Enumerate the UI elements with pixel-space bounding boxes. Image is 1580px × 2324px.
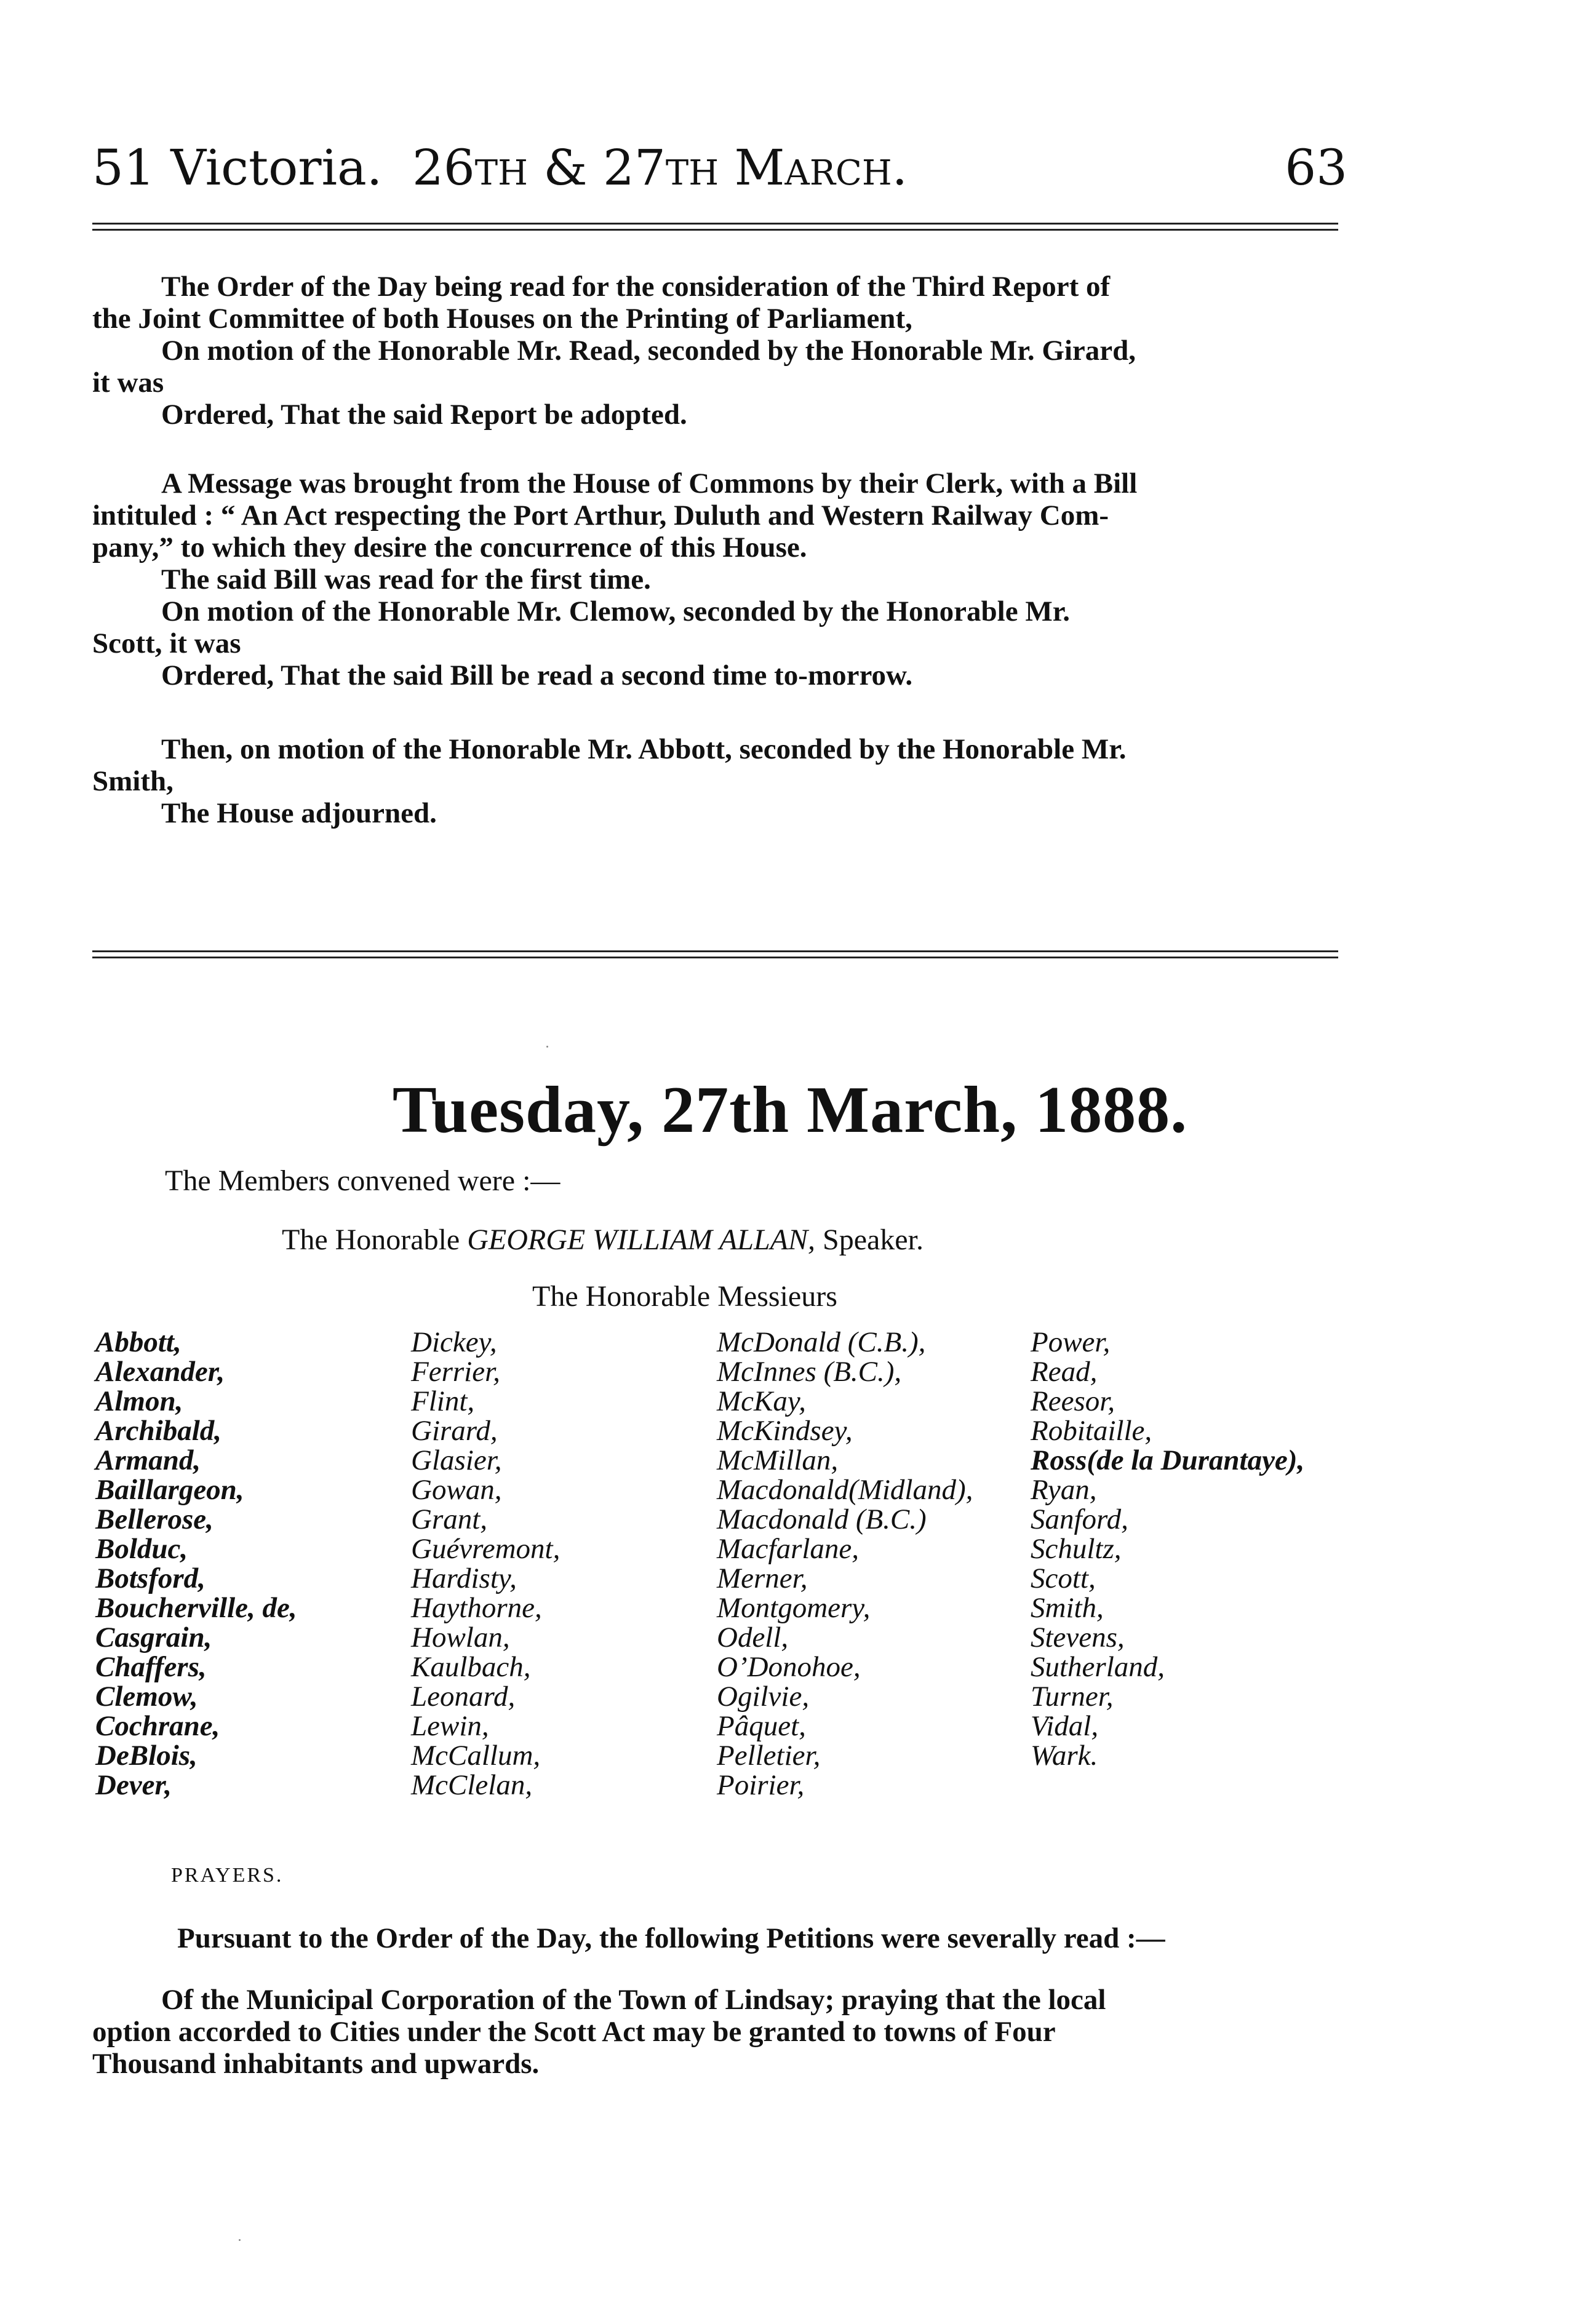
member-name: Montgomery,: [717, 1592, 871, 1624]
speaker-prefix: The Honorable: [282, 1224, 460, 1256]
member-name: Girard,: [411, 1415, 498, 1447]
page-header: [92, 140, 1347, 196]
member-name: Poirier,: [717, 1769, 805, 1801]
members-convened: The Members convened were :—: [165, 1164, 561, 1197]
member-name: Pâquet,: [717, 1710, 806, 1742]
member-name: Flint,: [411, 1385, 475, 1417]
members-column-2: [411, 1327, 560, 1800]
member-name: Wark.: [1031, 1740, 1098, 1772]
member-name: Reesor,: [1031, 1385, 1115, 1417]
member-name: Vidal,: [1031, 1710, 1099, 1742]
member-name: Merner,: [717, 1562, 808, 1594]
text-line: Of the Municipal Corporation of the Town of Lindsay; praying that the local: [161, 1984, 1106, 2016]
text-line: A Message was brought from the House of Commons by their Clerk, with a Bill: [161, 468, 1138, 499]
member-name: Almon,: [95, 1385, 183, 1417]
member-name: Armand,: [95, 1444, 201, 1476]
text-line: The Order of the Day being read for the consideration of the Third Report of: [161, 271, 1111, 303]
members-column-1: [95, 1327, 297, 1800]
member-name: McDonald (C.B.),: [717, 1326, 926, 1358]
member-name: Pelletier,: [717, 1740, 821, 1772]
member-name: Archibald,: [95, 1415, 222, 1447]
member-name: Sanford,: [1031, 1503, 1128, 1535]
print-speck: [239, 2239, 241, 2241]
print-speck: [546, 1046, 548, 1048]
regnal-year: 51 Victoria.: [92, 139, 383, 196]
text-line: Smith,: [92, 765, 174, 797]
text-line: it was: [92, 367, 164, 399]
member-name: Dickey,: [411, 1326, 497, 1358]
speaker-line: [282, 1223, 924, 1257]
text-line: The House adjourned.: [161, 797, 437, 829]
text-line: Ordered, That the said Report be adopted.: [161, 399, 687, 431]
adjournment-paragraph: [92, 733, 1341, 829]
text-line: the Joint Committee of both Houses on the Printing of Parliament,: [92, 303, 912, 335]
member-name: Ogilvie,: [717, 1681, 810, 1713]
text-line: pany,” to which they desire the concurrence of this House.: [92, 531, 807, 563]
speaker-name: GEORGE WILLIAM ALLAN,: [467, 1224, 815, 1256]
member-name: Howlan,: [411, 1622, 510, 1653]
member-name: Ryan,: [1031, 1474, 1097, 1506]
member-name: Haythorne,: [411, 1592, 542, 1624]
member-name: Alexander,: [95, 1356, 225, 1388]
member-name: McCallum,: [411, 1740, 541, 1772]
member-name: Baillargeon,: [95, 1474, 244, 1506]
text-line: On motion of the Honorable Mr. Read, seconded by the Honorable Mr. Girard,: [161, 335, 1136, 367]
commons-message-paragraph: [92, 468, 1341, 691]
member-name: Bolduc,: [95, 1533, 188, 1565]
member-name: Glasier,: [411, 1444, 502, 1476]
header-dates: 26th & 27th March.: [412, 139, 908, 196]
members-column-4: [1031, 1327, 1304, 1770]
member-name: Odell,: [717, 1622, 789, 1653]
day-title: Tuesday, 27th March, 1888.: [392, 1073, 1188, 1147]
member-name: Smith,: [1031, 1592, 1104, 1624]
member-name: Lewin,: [411, 1710, 489, 1742]
member-name: Clemow,: [95, 1681, 198, 1713]
member-name: Leonard,: [411, 1681, 516, 1713]
text-line: On motion of the Honorable Mr. Clemow, seconded by the Honorable Mr.: [161, 595, 1070, 627]
lindsay-petition: [92, 1984, 1341, 2080]
text-line: Pursuant to the Order of the Day, the following Petitions were severally read :—: [177, 1922, 1165, 1954]
member-name: Kaulbach,: [411, 1651, 531, 1683]
member-name: Hardisty,: [411, 1562, 517, 1594]
report-adoption-paragraph: [92, 271, 1341, 431]
page-number: 63: [1285, 139, 1347, 196]
member-name: Botsford,: [95, 1562, 205, 1594]
messieurs-heading: The Honorable Messieurs: [532, 1280, 837, 1313]
member-name: Macdonald (B.C.): [717, 1503, 927, 1535]
header-double-rule: [92, 223, 1338, 231]
member-name: Sutherland,: [1031, 1651, 1165, 1683]
member-name: Scott,: [1031, 1562, 1096, 1594]
prayers-heading: PRAYERS.: [171, 1864, 284, 1887]
member-name: Cochrane,: [95, 1710, 220, 1742]
member-name: Robitaille,: [1031, 1415, 1152, 1447]
member-name: Macfarlane,: [717, 1533, 860, 1565]
members-column-3: [717, 1327, 973, 1800]
member-name: Read,: [1031, 1356, 1098, 1388]
text-line: Ordered, That the said Bill be read a second time to-morrow.: [161, 659, 913, 691]
text-line: Then, on motion of the Honorable Mr. Abbott, seconded by the Honorable Mr.: [161, 733, 1127, 765]
member-name: Ross(de la Durantaye),: [1031, 1444, 1305, 1476]
section-double-rule: [92, 950, 1338, 958]
member-name: McClelan,: [411, 1769, 533, 1801]
member-name: Stevens,: [1031, 1622, 1125, 1653]
member-name: Power,: [1031, 1326, 1111, 1358]
member-name: McMillan,: [717, 1444, 839, 1476]
member-name: Gowan,: [411, 1474, 502, 1506]
member-name: O’Donohoe,: [717, 1651, 861, 1683]
text-line: intituled : “ An Act respecting the Port Arthur, Duluth and Western Railway Com-: [92, 499, 1109, 531]
member-name: Bellerose,: [95, 1503, 213, 1535]
member-name: Guévremont,: [411, 1533, 561, 1565]
member-name: McInnes (B.C.),: [717, 1356, 902, 1388]
member-name: Abbott,: [95, 1326, 182, 1358]
text-line: Scott, it was: [92, 627, 241, 659]
speaker-title: Speaker.: [823, 1224, 924, 1256]
member-name: Dever,: [95, 1769, 172, 1801]
member-name: Ferrier,: [411, 1356, 500, 1388]
member-name: Chaffers,: [95, 1651, 207, 1683]
member-name: McKindsey,: [717, 1415, 853, 1447]
member-name: Turner,: [1031, 1681, 1114, 1713]
text-line: The said Bill was read for the first time.: [161, 563, 651, 595]
member-name: McKay,: [717, 1385, 806, 1417]
member-name: Grant,: [411, 1503, 488, 1535]
member-name: Casgrain,: [95, 1622, 212, 1653]
member-name: DeBlois,: [95, 1740, 198, 1772]
member-name: Macdonald(Midland),: [717, 1474, 973, 1506]
petitions-intro: [177, 1922, 1346, 1954]
member-name: Schultz,: [1031, 1533, 1122, 1565]
text-line: option accorded to Cities under the Scott Act may be granted to towns of Four: [92, 2016, 1056, 2048]
member-name: Boucherville, de,: [95, 1592, 297, 1624]
text-line: Thousand inhabitants and upwards.: [92, 2048, 540, 2080]
